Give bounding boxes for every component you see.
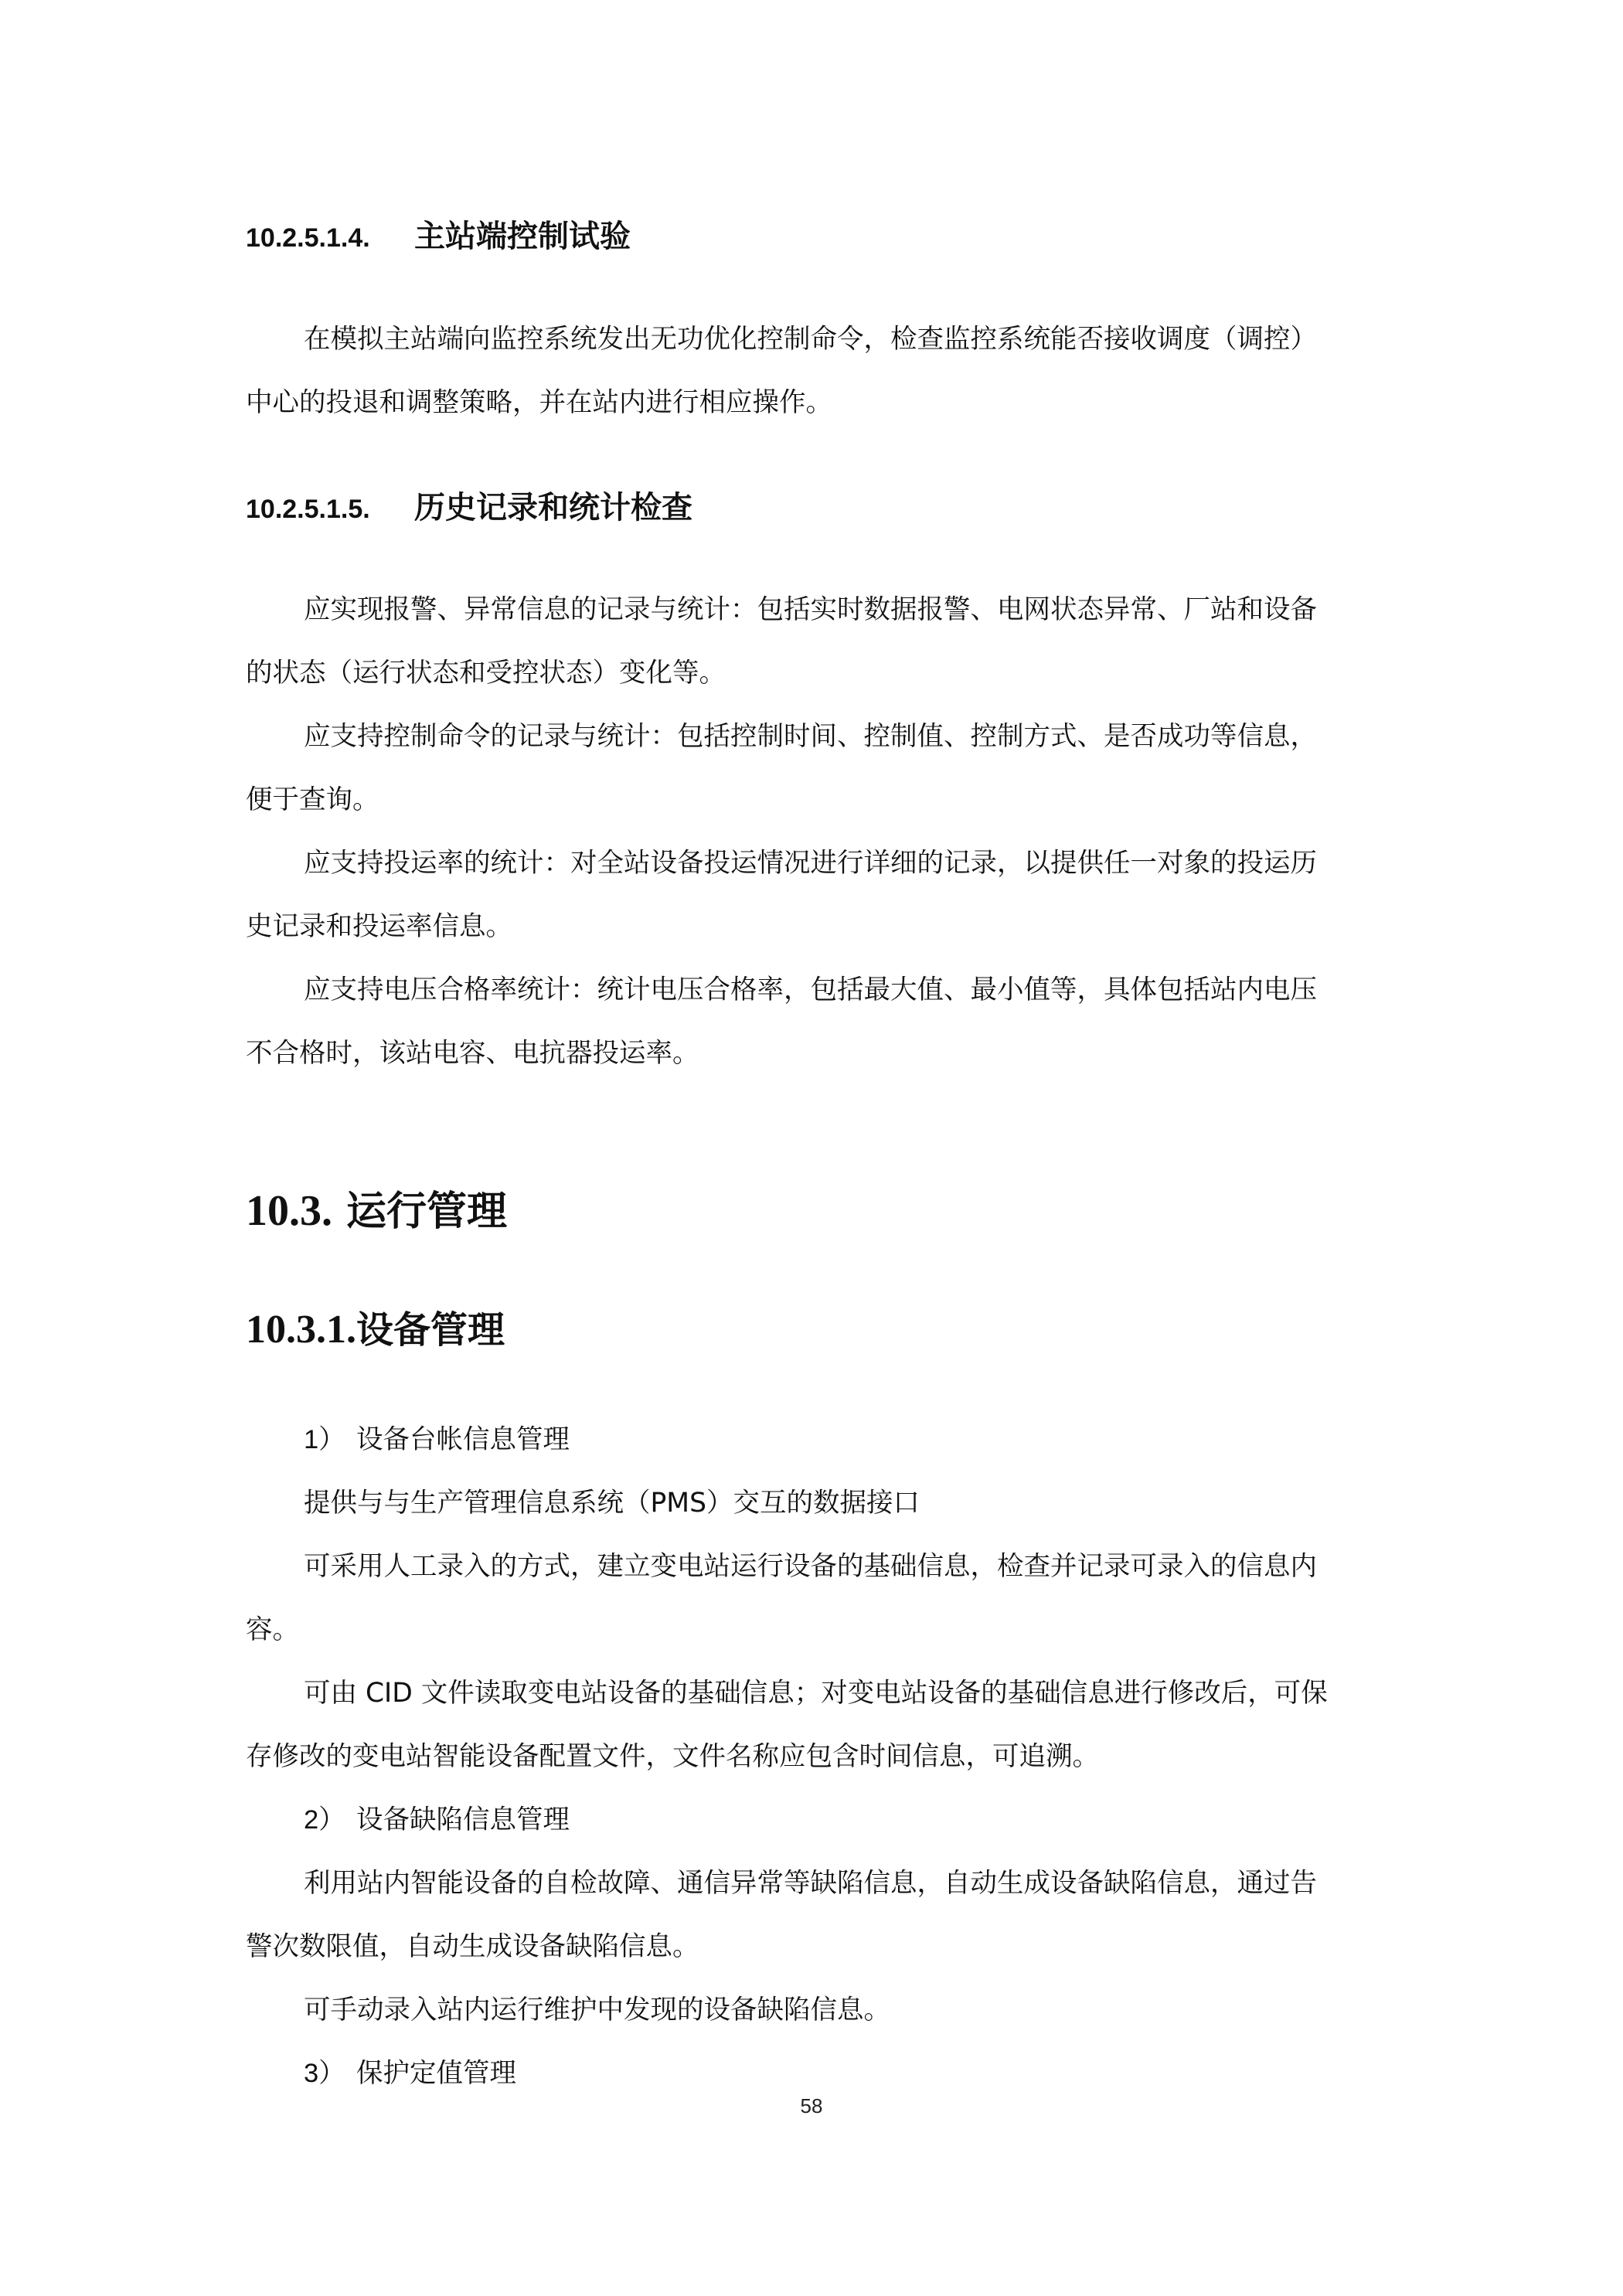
section-title: 历史记录和统计检查 — [414, 490, 692, 526]
paragraph-line: 可手动录入站内运行维护中发现的设备缺陷信息。 — [304, 1995, 890, 2026]
paragraph-line: 可采用人工录入的方式，建立变电站运行设备的基础信息，检查并记录可录入的信息内 — [304, 1551, 1317, 1582]
paragraph-line: 可由 CID 文件读取变电站设备的基础信息；对变电站设备的基础信息进行修改后，可保 — [304, 1678, 1328, 1709]
page-number: 58 — [800, 2094, 823, 2117]
paragraph-line: 史记录和投运率信息。 — [246, 911, 512, 942]
section-title: 设备管理 — [356, 1308, 505, 1352]
paragraph-line: 应支持控制命令的记录与统计：包括控制时间、控制值、控制方式、是否成功等信息， — [304, 721, 1317, 752]
paragraph-line: 便于查询。 — [246, 784, 379, 815]
section-heading-10-2-5-1-4 — [246, 215, 1382, 260]
section-number: 10.3. — [246, 1187, 332, 1235]
list-item-text: 设备台帐信息管理 — [356, 1424, 570, 1455]
section-number: 10.2.5.1.5. — [246, 495, 370, 524]
paragraph — [246, 1471, 1382, 1535]
paragraph-line: 应支持投运率的统计：对全站设备投运情况进行详细的记录，以提供任一对象的投运历 — [304, 848, 1317, 879]
paragraph-line: 利用站内智能设备的自检故障、通信异常等缺陷信息，自动生成设备缺陷信息，通过告 — [304, 1868, 1317, 1899]
paragraph-line: 容。 — [246, 1614, 299, 1645]
paragraph-line: 应支持电压合格率统计：统计电压合格率，包括最大值、最小值等，具体包括站内电压 — [304, 975, 1317, 1005]
paragraph — [246, 308, 1382, 434]
paragraph-line: 存修改的变电站智能设备配置文件，文件名称应包含时间信息，可追溯。 — [246, 1741, 1099, 1772]
section-title: 运行管理 — [346, 1189, 508, 1235]
paragraph — [246, 1978, 1382, 2042]
paragraph-line: 提供与与生产管理信息系统（PMS）交互的数据接口 — [304, 1488, 920, 1519]
list-item — [246, 1788, 1440, 1852]
paragraph-line: 应实现报警、异常信息的记录与统计：包括实时数据报警、电网状态异常、厂站和设备 — [304, 594, 1317, 625]
paragraph-line: 警次数限值，自动生成设备缺陷信息。 — [246, 1931, 699, 1962]
paragraph — [246, 832, 1382, 958]
list-item — [246, 1408, 1440, 1471]
list-marker: 1） — [304, 1425, 345, 1454]
paragraph-line: 的状态（运行状态和受控状态）变化等。 — [246, 658, 726, 689]
paragraph — [246, 1852, 1382, 1978]
list-item-text: 设备缺陷信息管理 — [356, 1804, 570, 1835]
paragraph-line: 中心的投退和调整策略，并在站内进行相应操作。 — [246, 387, 832, 418]
section-heading-10-2-5-1-5 — [246, 486, 1382, 531]
section-heading-10-3 — [246, 1184, 1382, 1239]
paragraph — [246, 1662, 1382, 1788]
list-item-text: 保护定值管理 — [356, 2058, 516, 2089]
paragraph — [246, 1535, 1382, 1662]
paragraph — [246, 578, 1382, 705]
section-number: 10.2.5.1.4. — [246, 223, 370, 253]
list-marker: 3） — [304, 2059, 345, 2088]
paragraph-line: 在模拟主站端向监控系统发出无功优化控制命令，检查监控系统能否接收调度（调控） — [304, 324, 1317, 355]
paragraph-line: 不合格时，该站电容、电抗器投运率。 — [246, 1038, 699, 1069]
list-marker: 2） — [304, 1805, 345, 1835]
paragraph — [246, 705, 1382, 832]
section-number: 10.3.1. — [246, 1308, 356, 1352]
section-title: 主站端控制试验 — [414, 219, 631, 254]
paragraph — [246, 958, 1382, 1085]
section-heading-10-3-1 — [246, 1304, 1382, 1355]
